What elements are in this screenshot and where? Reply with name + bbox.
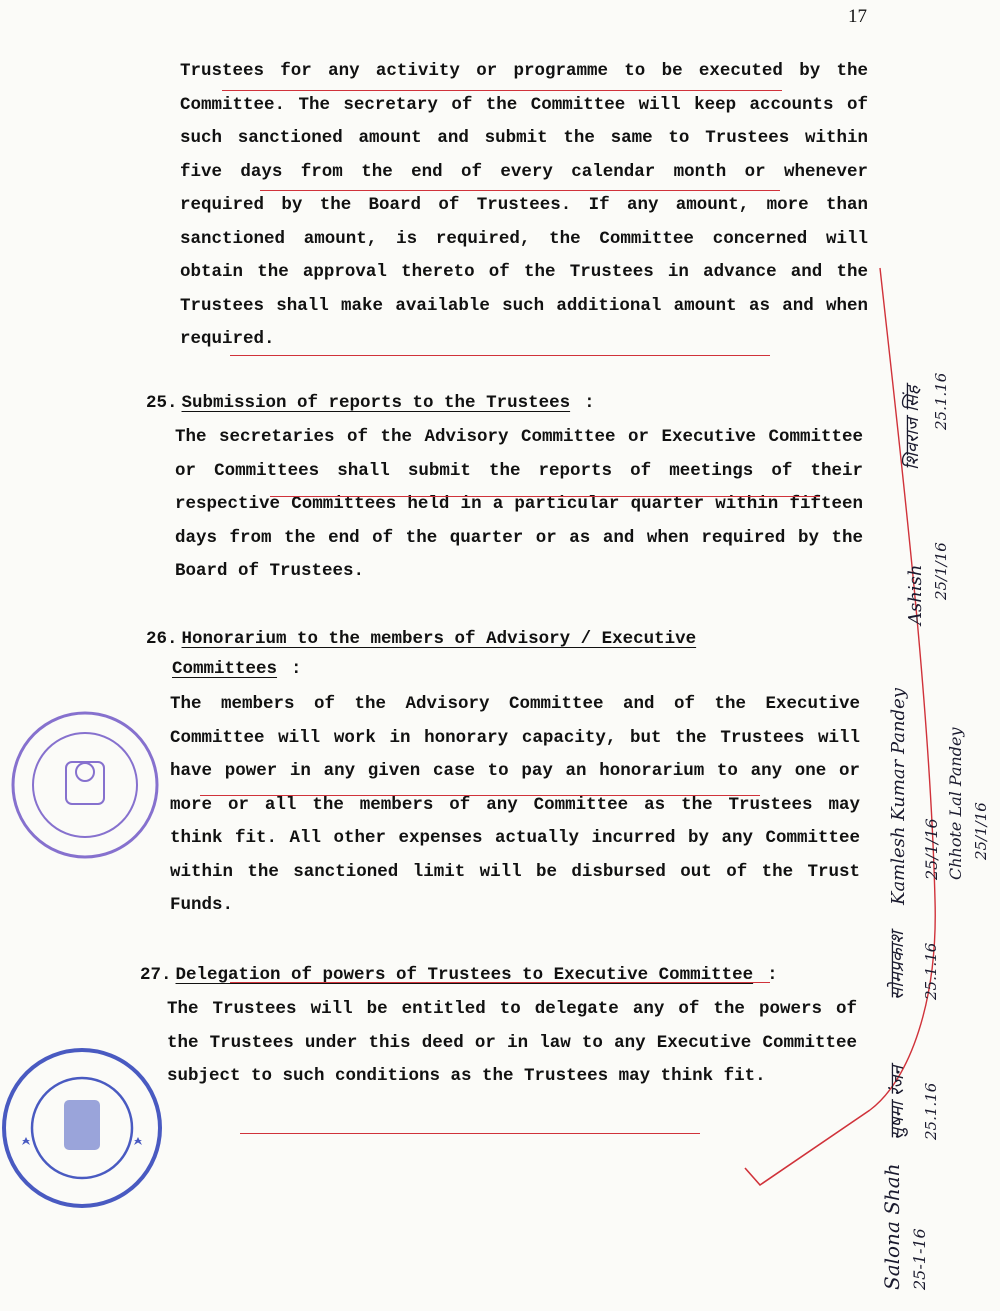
section-title: Submission of reports to the Trustees <box>181 393 571 413</box>
page-number: 17 <box>848 6 867 27</box>
section-25-heading: 25. Submission of reports to the Trustees : <box>146 393 595 413</box>
signature-date: 25.1.16 <box>932 372 950 430</box>
section-number: 26. <box>146 629 178 649</box>
blue-seal-stamp <box>4 1050 160 1206</box>
signature-chhote-lal-pandey: Chhote Lal Pandey <box>946 727 965 880</box>
signature-date: 25/1/16 <box>922 818 941 880</box>
red-check-mark <box>745 1110 870 1185</box>
section-26-heading-line2: Committees : <box>172 659 302 679</box>
intro-paragraph: Trustees for any activity or programme to be executed by the Committee. The secretary of the Committee will keep accounts of such sanctioned amount and submit the same to Trustees within five days from the end of every calendar month or whenever required by the Board of Trustees. If any amount, more than sanctioned amount, is required, the Committee concerned will obtain the approval thereto of the Trustees in advance and the Trustees shall make available such additional amount as and when required. <box>180 61 868 349</box>
signature-salona-shah: Salona Shah <box>880 1163 904 1290</box>
section-number: 25. <box>146 393 178 413</box>
section-27-heading: 27. Delegation of powers of Trustees to Executive Committee : <box>140 965 778 985</box>
signature-date: 25/1/16 <box>932 542 950 600</box>
signature-ashish: Ashish <box>905 564 926 625</box>
signature-hindi-1: सुषमा रंजन <box>887 1065 908 1140</box>
section-title: Delegation of powers of Trustees to Executive Committee <box>175 965 754 985</box>
section-number: 27. <box>140 965 172 985</box>
section-25-body: The secretaries of the Advisory Committee or Executive Committee or Committees shall submit the reports of meetings of their respective Committees held in a particular quarter within fifteen days from the end of the quarter or as and when required by the Board of Trustees. <box>175 427 863 581</box>
signature-date: 25-1-16 <box>910 1228 929 1290</box>
signature-hindi-2: सोमप्रकाश <box>887 931 908 1000</box>
section-title: Honorarium to the members of Advisory / Executive <box>181 629 697 649</box>
signature-date: 25.1.16 <box>922 1082 940 1140</box>
signature-kamlesh-kumar-pandey: Kamlesh Kumar Pandey <box>888 688 909 905</box>
signature-hindi-3: शिवराज सिंह <box>902 385 923 470</box>
signature-date: 25/1/16 <box>972 802 990 860</box>
signature-date: 25.1.16 <box>922 942 940 1000</box>
section-26-body: The members of the Advisory Committee and of the Executive Committee will work in honorary capacity, but the Trustees will have power in any given case to pay an honorarium to any one or more or all the members of any Committee as the Trustees may think fit. All other expenses actually incurred by any Committee within the sanctioned limit will be disbursed out of the Trust Funds. <box>170 694 860 915</box>
section-title: Committees <box>172 659 278 679</box>
section-27-body: The Trustees will be entitled to delegate any of the powers of the Trustees under this deed or in law to any Executive Committee subject to such conditions as the Trustees may think fit. <box>167 999 857 1086</box>
purple-seal-stamp <box>13 713 157 857</box>
